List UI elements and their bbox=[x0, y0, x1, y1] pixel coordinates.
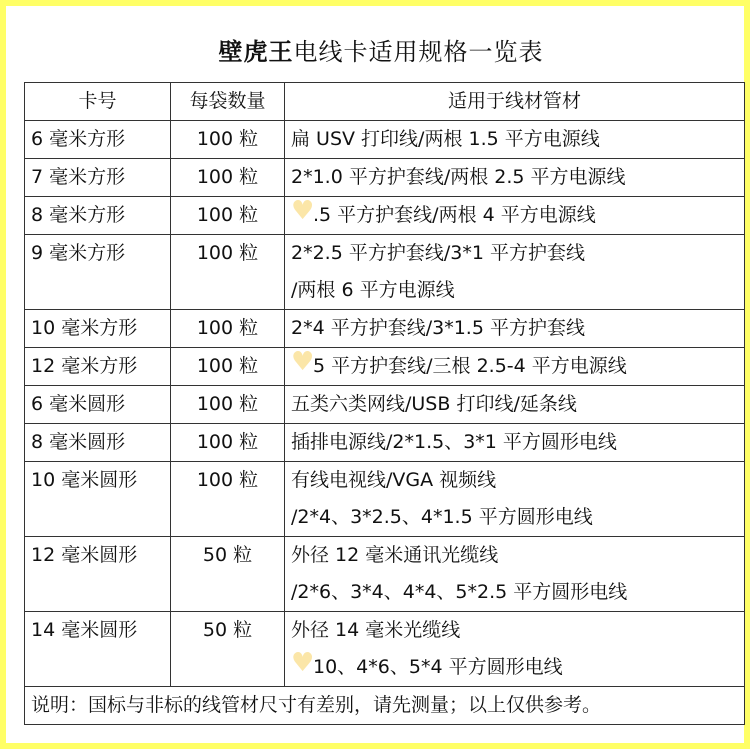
quantity-cell: 100 粒 bbox=[171, 235, 285, 310]
applicable-line-text: 2*4 平方护套线/3*1.5 平方护套线 bbox=[291, 317, 585, 339]
applicable-line bbox=[291, 348, 738, 385]
applicable-line bbox=[291, 386, 738, 423]
table-row bbox=[25, 348, 745, 386]
spec-table bbox=[24, 82, 745, 725]
applicable-line bbox=[291, 159, 738, 196]
applicable-cell bbox=[285, 159, 745, 197]
table-row bbox=[25, 310, 745, 348]
applicable-line bbox=[291, 310, 738, 347]
brand-name: 壁虎王 bbox=[218, 38, 294, 66]
table-row bbox=[25, 424, 745, 462]
applicable-line-text: 2*2.5 平方护套线/3*1 平方护套线 bbox=[291, 242, 585, 264]
quantity-cell: 100 粒 bbox=[171, 462, 285, 537]
quantity-cell: 100 粒 bbox=[171, 159, 285, 197]
card-size-cell: 14 毫米圆形 bbox=[25, 612, 171, 687]
applicable-line-text: .5 平方护套线/两根 4 平方电源线 bbox=[313, 204, 596, 226]
quantity-cell: 100 粒 bbox=[171, 121, 285, 159]
applicable-line-text: 扁 USV 打印线/两根 1.5 平方电源线 bbox=[291, 128, 600, 150]
quantity-cell: 100 粒 bbox=[171, 424, 285, 462]
applicable-cell bbox=[285, 348, 745, 386]
header-row bbox=[25, 83, 745, 121]
table-row bbox=[25, 235, 745, 310]
applicable-line bbox=[291, 574, 738, 611]
applicable-cell bbox=[285, 121, 745, 159]
applicable-line-text: 外径 12 毫米通讯光缆线 bbox=[291, 544, 499, 566]
applicable-cell bbox=[285, 424, 745, 462]
applicable-line-text: 有线电视线/VGA 视频线 bbox=[291, 469, 497, 491]
applicable-line bbox=[291, 235, 738, 272]
quantity-cell: 100 粒 bbox=[171, 310, 285, 348]
table-row bbox=[25, 462, 745, 537]
card-size-cell: 6 毫米方形 bbox=[25, 121, 171, 159]
card-size-cell: 10 毫米圆形 bbox=[25, 462, 171, 537]
applicable-line bbox=[291, 462, 738, 499]
applicable-line bbox=[291, 272, 738, 309]
card-size-cell: 12 毫米圆形 bbox=[25, 537, 171, 612]
table-row bbox=[25, 197, 745, 235]
heart-sticker-icon bbox=[291, 201, 313, 223]
card-size-cell: 8 毫米方形 bbox=[25, 197, 171, 235]
applicable-cell bbox=[285, 310, 745, 348]
applicable-line bbox=[291, 499, 738, 536]
applicable-line-text: 10、4*6、5*4 平方圆形电线 bbox=[313, 656, 563, 678]
page-title bbox=[6, 32, 750, 67]
header-applicable: 适用于线材管材 bbox=[285, 83, 745, 121]
applicable-cell bbox=[285, 537, 745, 612]
header-quantity: 每袋数量 bbox=[171, 83, 285, 121]
note-text: 说明：国标与非标的线管材尺寸有差别，请先测量；以上仅供参考。 bbox=[25, 687, 745, 725]
applicable-cell bbox=[285, 235, 745, 310]
table-row bbox=[25, 537, 745, 612]
applicable-cell bbox=[285, 197, 745, 235]
table-row bbox=[25, 612, 745, 687]
applicable-line-text: 外径 14 毫米光缆线 bbox=[291, 619, 461, 641]
applicable-line bbox=[291, 121, 738, 158]
title-text: 电线卡适用规格一览表 bbox=[293, 38, 544, 66]
heart-sticker-icon bbox=[291, 653, 313, 675]
card-size-cell: 10 毫米方形 bbox=[25, 310, 171, 348]
applicable-line bbox=[291, 612, 738, 649]
quantity-cell: 100 粒 bbox=[171, 386, 285, 424]
quantity-cell: 50 粒 bbox=[171, 612, 285, 687]
applicable-cell bbox=[285, 386, 745, 424]
card-size-cell: 6 毫米圆形 bbox=[25, 386, 171, 424]
applicable-line bbox=[291, 424, 738, 461]
card-size-cell: 8 毫米圆形 bbox=[25, 424, 171, 462]
applicable-cell bbox=[285, 462, 745, 537]
header-card-no: 卡号 bbox=[25, 83, 171, 121]
quantity-cell: 100 粒 bbox=[171, 197, 285, 235]
card-size-cell: 7 毫米方形 bbox=[25, 159, 171, 197]
applicable-line-text: /两根 6 平方电源线 bbox=[291, 279, 455, 301]
note-row bbox=[25, 687, 745, 725]
applicable-cell bbox=[285, 612, 745, 687]
table-row bbox=[25, 121, 745, 159]
quantity-cell: 100 粒 bbox=[171, 348, 285, 386]
card-size-cell: 9 毫米方形 bbox=[25, 235, 171, 310]
applicable-line-text: /2*4、3*2.5、4*1.5 平方圆形电线 bbox=[291, 506, 593, 528]
table-row bbox=[25, 159, 745, 197]
applicable-line-text: 5 平方护套线/三根 2.5-4 平方电源线 bbox=[313, 355, 627, 377]
applicable-line-text: 2*1.0 平方护套线/两根 2.5 平方电源线 bbox=[291, 166, 626, 188]
applicable-line-text: /2*6、3*4、4*4、5*2.5 平方圆形电线 bbox=[291, 581, 628, 603]
quantity-cell: 50 粒 bbox=[171, 537, 285, 612]
applicable-line bbox=[291, 537, 738, 574]
applicable-line bbox=[291, 197, 738, 234]
heart-sticker-icon bbox=[291, 352, 313, 374]
applicable-line-text: 五类六类网线/USB 打印线/延条线 bbox=[291, 393, 577, 415]
table-row bbox=[25, 386, 745, 424]
applicable-line bbox=[291, 649, 738, 686]
card-size-cell: 12 毫米方形 bbox=[25, 348, 171, 386]
applicable-line-text: 插排电源线/2*1.5、3*1 平方圆形电线 bbox=[291, 431, 617, 453]
